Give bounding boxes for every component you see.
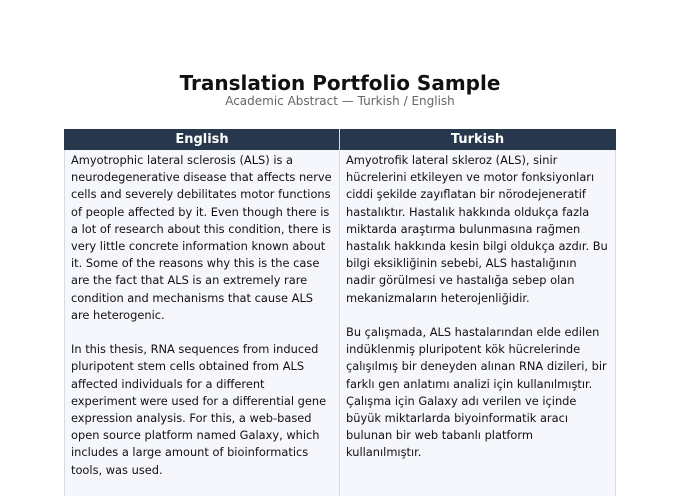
translation-table <box>64 129 616 496</box>
english-cell <box>65 150 340 496</box>
turkish-cell <box>340 150 616 496</box>
english-paragraph-2: In this thesis, RNA sequences from induced pluripotent stem cells obtained from ALS affected individuals for a different experiment were used for a differential gene expression analysis. For this, a web-based open source platform named Galaxy, which includes a large amount of bioinformatics tools, was used. <box>71 342 327 477</box>
english-paragraph-1: Amyotrophic lateral sclerosis (ALS) is a neurodegenerative disease that affects nerve cells and severely debilitates motor functions of people affected by it. Even though there is a lot of research about this condition, there is very little concrete information known about it. Some of the reasons why this is the case are the fact that ALS is an extremely rare condition and mechanisms that cause ALS are heterogenic. <box>71 153 332 322</box>
document-title: Translation Portfolio Sample <box>179 71 501 95</box>
turkish-column-header: Turkish <box>340 129 616 150</box>
document-subtitle: Academic Abstract — Turkish / English <box>225 94 455 108</box>
english-column-header: English <box>65 129 340 150</box>
document-header <box>0 72 680 108</box>
turkish-paragraph-2: Bu çalışmada, ALS hastalarından elde edilen indüklenmiş pluripotent kök hücrelerinde çalışılmış bir deneyden alınan RNA dizileri, bir farklı gen anlatımı analizi için kullanılmıştır. Çalışma için Galaxy adı verilen ve içinde büyük miktarlarda biyoinformatik aracı bulunan bir web tabanlı platform kullanılmıştır. <box>346 325 607 460</box>
table-row <box>65 150 616 496</box>
turkish-paragraph-1: Amyotrofik lateral skleroz (ALS), sinir hücrelerini etkileyen ve motor fonksiyonları ciddi şekilde zayıflatan bir nörodejeneratif hastalıktır. Hastalık hakkında oldukça fazla miktarda araştırma bulunmasına rağmen hastalık hakkında kesin bilgi oldukça azdır. Bu bilgi eksikliğinin sebebi, ALS hastalığının nadir görülmesi ve hastalığa sebep olan mekanizmaların heterojenliğidir. <box>346 153 608 305</box>
table-header-row <box>65 129 616 150</box>
